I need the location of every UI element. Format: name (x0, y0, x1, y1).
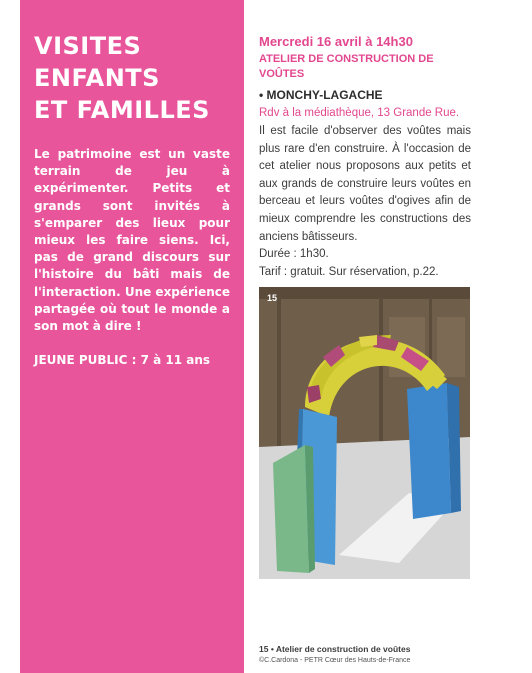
credit-author: ©C.Cardona (259, 657, 299, 664)
photo-number: 15 (267, 293, 278, 303)
photo-caption (259, 643, 489, 666)
event-details (259, 33, 471, 281)
caption-title: 15 • Atelier de construction de voûtes (259, 644, 411, 654)
event-price: Tarif : gratuit. Sur réservation, p.22. (259, 265, 439, 278)
workshop-photo (259, 287, 470, 579)
section-title-line: VISITES (34, 32, 142, 60)
event-venue: Rdv à la médiathèque, 13 Grande Rue. (259, 107, 460, 119)
section-title (34, 30, 230, 126)
audience-label: JEUNE PUBLIC : 7 à 11 ans (34, 353, 211, 368)
event-title-line: VOÛTES (259, 68, 305, 80)
event-description: Il est facile d'observer des voûtes mais plus rare d'en construire. À l'occasion de cet atelier nous proposons aux petits et aux grands de construire leurs voûtes en berceau et leurs voûtes d'ogives afin de mieux comprendre les constructions des anciens bâtisseurs. (259, 125, 471, 243)
event-title (259, 52, 471, 82)
pink-side-panel (20, 0, 244, 673)
vault-model-illustration (259, 287, 470, 579)
page-margin (0, 0, 20, 673)
section-intro: Le patrimoine est un vaste terrain de jeu à expérimenter. Petits et grands sont invités à s'emparer des lieux pour mieux les faire siens. Ici, pas de grand discours sur l'histoire du bâti mais de l'interaction. Une expérience partagée où tout le monde a son mot à dire ! (34, 147, 230, 334)
credit-organisation: PETR Cœur des Hauts-de-France (304, 657, 411, 664)
event-title-line: ATELIER DE CONSTRUCTION DE (259, 53, 434, 65)
credit-separator: - (298, 657, 305, 664)
event-date: Mercredi 16 avril à 14h30 (259, 34, 413, 49)
photo-credit (259, 655, 489, 666)
section-title-line: ET FAMILLES (34, 96, 210, 124)
event-duration: Durée : 1h30. (259, 248, 329, 261)
event-place: • MONCHY-LAGACHE (259, 88, 383, 102)
section-title-line: ENFANTS (34, 64, 160, 92)
